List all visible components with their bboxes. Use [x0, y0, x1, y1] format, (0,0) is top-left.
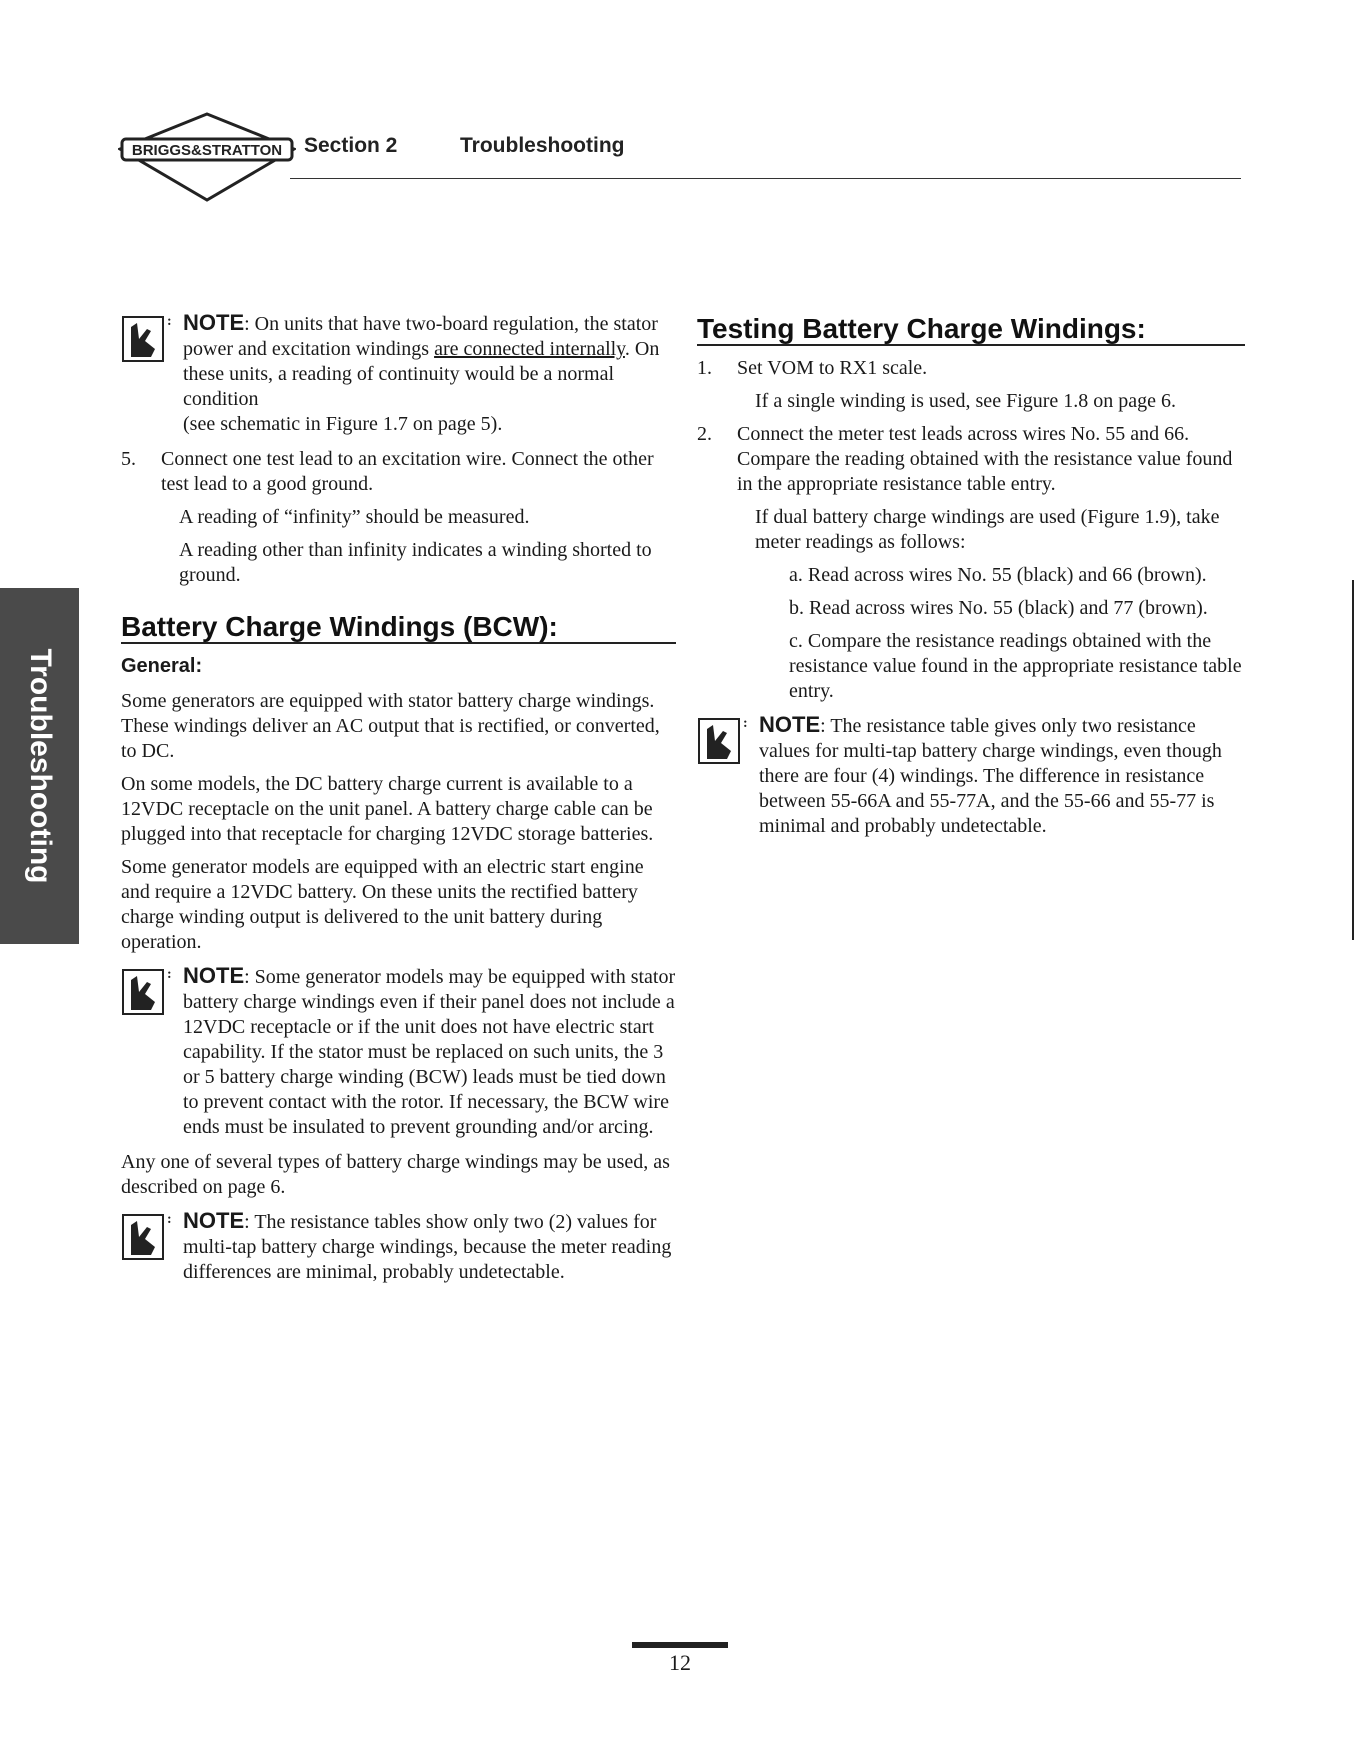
page-number-bar — [632, 1642, 728, 1648]
subheading-general: General: — [121, 655, 203, 677]
note-multi-tap — [697, 712, 1245, 839]
paragraph: On some models, the DC battery charge current is available to a 12VDC receptacle on the unit panel. A battery charge cable can be plugged into that receptacle for charging 12VDC storage batteries. — [121, 773, 654, 845]
side-tab — [0, 588, 79, 944]
briggs-stratton-logo — [118, 112, 296, 202]
note-text: : The resistance tables show only two (2) values for multi-tap battery charge windings, because the meter reading differences are minimal, probably undetectable. — [183, 1211, 672, 1283]
substep-letter: a. — [789, 564, 803, 586]
step-number: 2. — [697, 423, 712, 445]
step-number: 5. — [121, 448, 136, 470]
substep-text: Read across wires No. 55 (black) and 77 (brown). — [809, 597, 1208, 619]
step-5-detail-1: A reading of “infinity” should be measured. — [179, 506, 530, 528]
paragraph: Some generators are equipped with stator battery charge windings. These windings deliver an AC output that is rectified, or converted, to DC. — [121, 690, 660, 762]
note-underlined-text: are connected internally — [434, 338, 625, 360]
substep-a — [697, 563, 1245, 588]
step-5-detail-2: A reading other than infinity indicates a winding shorted to ground. — [179, 539, 652, 586]
step-text: Set VOM to RX1 scale. — [737, 357, 928, 379]
paragraph: Any one of several types of battery charge windings may be used, as described on page 6. — [121, 1151, 670, 1198]
header-section-label: Section 2 — [304, 134, 398, 157]
note-text: : The resistance table gives only two resistance values for multi-tap battery charge windings, even though there are four (4) windings. The difference in resistance between 55-66A and 55-77A, and the 55-66 and 55-77 is minimal and probably undetectable. — [759, 715, 1222, 837]
note-hand-icon — [697, 715, 751, 769]
paragraph: Some generator models are equipped with an electric start engine and require a 12VDC battery. On these units the rectified battery charge winding output is delivered to the unit battery during operation. — [121, 856, 644, 953]
note-generator-models — [121, 963, 676, 1140]
step-2 — [697, 422, 1245, 497]
left-column — [121, 310, 676, 1295]
substep-text: Read across wires No. 55 (black) and 66 (brown). — [807, 564, 1207, 586]
substep-c — [697, 629, 1245, 704]
svg-text::: : — [743, 716, 748, 731]
note-label: NOTE — [183, 1208, 245, 1233]
section-heading-testing: Testing Battery Charge Windings: — [697, 316, 1245, 346]
note-hand-icon — [121, 313, 175, 367]
section-heading-bcw: Battery Charge Windings (BCW): — [121, 614, 676, 644]
note-text: : On units that have two-board regulation, the stator power and excitation windings — [183, 313, 658, 360]
note-text: . On these units, a reading of continuity would be a normal condition — [183, 338, 660, 410]
header-title: Troubleshooting — [460, 134, 625, 157]
substep-text: Compare the resistance readings obtained with the resistance value found in the appropriate resistance table entry. — [789, 630, 1242, 702]
page-edge-line — [1352, 580, 1354, 940]
substep-letter: c. — [789, 630, 803, 652]
note-resistance-tables — [121, 1208, 676, 1285]
header-rule — [290, 178, 1241, 179]
substep-b — [697, 596, 1245, 621]
note-text: : Some generator models may be equipped with stator battery charge windings even if their panel does not include a 12VDC receptacle or if the unit does not have electric start capability. If the stator must be replaced on such units, the 3 or 5 battery charge winding (BCW) leads must be tied down to prevent contact with the rotor. If necessary, the BCW wire ends must be insulated to prevent grounding and/or arcing. — [183, 966, 676, 1138]
substep-letter: b. — [789, 597, 804, 619]
logo-wordmark: BRIGGS&STRATTON — [131, 142, 283, 159]
page-number: 12 — [669, 1650, 691, 1675]
step-1 — [697, 356, 1245, 381]
note-label: NOTE — [183, 310, 245, 335]
step-number: 1. — [697, 357, 712, 379]
svg-text::: : — [167, 967, 172, 982]
note-hand-icon — [121, 1211, 175, 1265]
step-2-detail: If dual battery charge windings are used (Figure 1.9), take meter readings as follows: — [755, 506, 1220, 553]
note-two-board — [121, 310, 676, 437]
side-tab-label: Troubleshooting — [23, 648, 57, 884]
svg-text::: : — [167, 314, 172, 329]
note-label: NOTE — [183, 963, 245, 988]
note-figure-ref: (see schematic in Figure 1.7 on page 5). — [183, 413, 503, 435]
step-text: Connect the meter test leads across wires No. 55 and 66. Compare the reading obtained with the resistance value found in the appropriate resistance table entry. — [737, 423, 1233, 495]
note-hand-icon — [121, 966, 175, 1020]
step-5 — [121, 447, 676, 497]
right-column — [697, 310, 1245, 849]
step-text: Connect one test lead to an excitation wire. Connect the other test lead to a good ground. — [161, 448, 654, 495]
note-label: NOTE — [759, 712, 821, 737]
svg-text::: : — [167, 1212, 172, 1227]
step-1-detail: If a single winding is used, see Figure 1.8 on page 6. — [755, 390, 1177, 412]
